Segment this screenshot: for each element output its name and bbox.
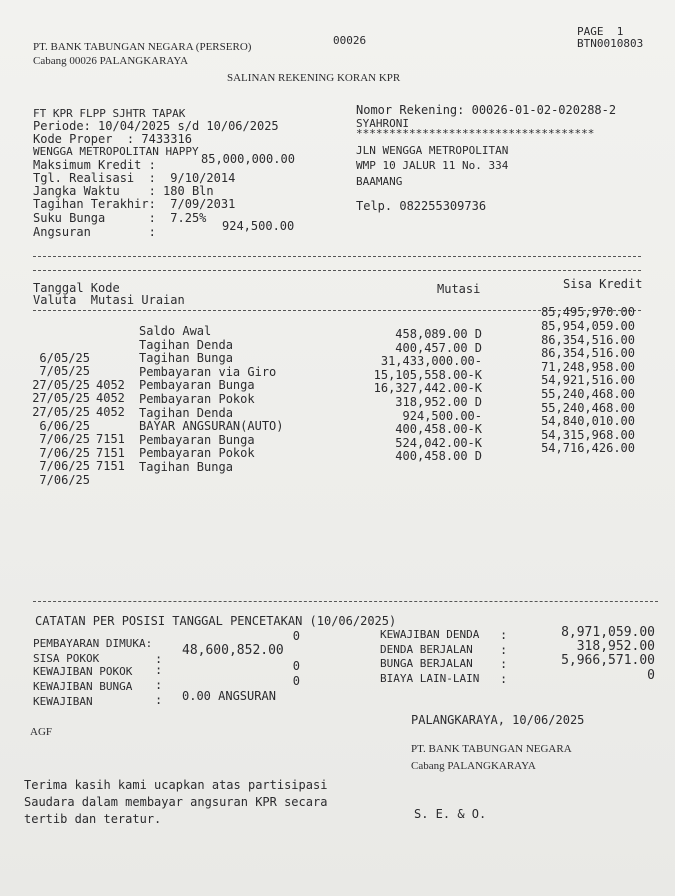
- sisa-pokok-label: SISA POKOK: [33, 652, 100, 665]
- maks-kredit-value: 85,000,000.00: [201, 152, 295, 166]
- row-tanggal: 7/06/25: [39, 459, 90, 473]
- row-tanggal: 27/05/25: [32, 391, 90, 405]
- branch-name: Cabang 00026 PALANGKARAYA: [33, 55, 189, 67]
- nomor-rekening: Nomor Rekening: 00026-01-02-020288-2: [356, 103, 617, 117]
- address-line-1: JLN WENGGA METROPOLITAN: [356, 144, 509, 157]
- page-number: PAGE 1: [577, 25, 624, 38]
- row-tanggal: 6/05/25: [39, 351, 90, 365]
- doc-code: BTN0010803: [577, 37, 644, 50]
- row-kode: 7151: [96, 432, 125, 446]
- kewajiban-pokok-value: 0: [292, 659, 300, 673]
- row-kode: 4052: [96, 405, 125, 419]
- row-mutasi: 318,952.00 D: [395, 395, 482, 409]
- row-tanggal: 27/05/25: [32, 378, 90, 392]
- row-kode: 7151: [96, 459, 125, 473]
- divider-top: [33, 256, 641, 257]
- row-tanggal: 7/06/25: [39, 473, 90, 487]
- kewajiban-label: KEWAJIBAN: [33, 695, 93, 708]
- row-sisa: 55,240,468.00: [541, 401, 635, 415]
- row-sisa: 54,921,516.00: [541, 373, 635, 387]
- kewajiban-value: 0.00 ANGSURAN: [182, 689, 276, 703]
- divider-bottom: [33, 601, 658, 602]
- footer-cabang: Cabang PALANGKARAYA: [411, 760, 536, 772]
- document-title: SALINAN REKENING KORAN KPR: [227, 72, 401, 84]
- row-mutasi: 400,458.00 D: [395, 449, 482, 463]
- col-tanggal-kode: Tanggal Kode: [33, 281, 120, 295]
- row-uraian: Pembayaran Bunga: [139, 433, 255, 447]
- denda-berjalan-label: DENDA BERJALAN: [380, 643, 473, 656]
- place-date: PALANGKARAYA, 10/06/2025: [411, 713, 585, 727]
- biaya-lain-value: 0: [647, 668, 655, 683]
- row-tanggal: 7/06/25: [39, 432, 90, 446]
- row-sisa: 71,248,958.00: [541, 360, 635, 374]
- thanks-line-1: Terima kasih kami ucapkan atas partisipasi: [24, 778, 328, 792]
- col-sisa-kredit: Sisa Kredit: [563, 277, 643, 291]
- col-mutasi: Mutasi: [437, 282, 481, 296]
- kewajiban-denda-colon: :: [500, 628, 508, 642]
- address-line-2: WMP 10 JALUR 11 No. 334: [356, 159, 509, 172]
- biaya-lain-colon: :: [500, 672, 508, 686]
- pembayaran-dimuka-label: PEMBAYARAN DIMUKA:: [33, 637, 153, 650]
- denda-berjalan-value: 318,952.00: [576, 639, 655, 654]
- thanks-line-3: tertib dan teratur.: [24, 812, 162, 826]
- bunga-berjalan-value: 5,966,571.00: [561, 653, 655, 668]
- suku-bunga: Suku Bunga : 7.25%: [33, 211, 207, 225]
- denda-berjalan-colon: :: [500, 643, 508, 657]
- seo-note: S. E. & O.: [414, 807, 487, 821]
- thanks-line-2: Saudara dalam membayar angsuran KPR secara: [24, 795, 328, 809]
- row-tanggal: 6/06/25: [39, 419, 90, 433]
- maks-kredit-label: Maksimum Kredit :: [33, 158, 156, 172]
- row-sisa: 54,840,010.00: [541, 414, 635, 428]
- kewajiban-bunga-label: KEWAJIBAN BUNGA: [33, 680, 133, 693]
- period: Periode: 10/04/2025 s/d 10/06/2025: [33, 119, 279, 133]
- telephone: Telp. 082255309736: [356, 199, 487, 213]
- kewajiban-denda-value: 8,971,059.00: [561, 625, 655, 640]
- jangka-waktu: Jangka Waktu : 180 Bln: [33, 184, 214, 198]
- row-uraian: Pembayaran Pokok: [139, 446, 255, 460]
- address-line-3: BAAMANG: [356, 175, 403, 188]
- row-mutasi: 524,042.00-K: [395, 436, 482, 450]
- row-tanggal: 7/06/25: [39, 446, 90, 460]
- row-uraian: Tagihan Denda: [139, 406, 233, 420]
- tgl-realisasi: Tgl. Realisasi : 9/10/2014: [33, 171, 236, 185]
- row-mutasi: 400,457.00 D: [395, 341, 482, 355]
- sisa-pokok-value: 48,600,852.00: [182, 643, 284, 658]
- row-mutasi: 31,433,000.00-: [380, 354, 482, 368]
- row-uraian: Saldo Awal: [139, 324, 212, 338]
- row-sisa: 85,954,059.00: [541, 319, 635, 333]
- product-name: FT KPR FLPP SJHTR TAPAK: [33, 107, 186, 120]
- row-kode: 4052: [96, 378, 125, 392]
- row-sisa: 86,354,516.00: [541, 346, 635, 360]
- pembayaran-dimuka-value: 0: [292, 629, 300, 643]
- row-sisa: 54,315,968.00: [541, 428, 635, 442]
- row-uraian: Pembayaran via Giro: [139, 365, 277, 379]
- agf-code: AGF: [30, 726, 53, 738]
- row-sisa: 54,716,426.00: [541, 441, 635, 455]
- biaya-lain-label: BIAYA LAIN-LAIN: [380, 672, 480, 685]
- opening-sisa: 85,495,970.00: [541, 305, 635, 319]
- angsuran-label: Angsuran :: [33, 225, 156, 239]
- bank-name: PT. BANK TABUNGAN NEGARA (PERSERO): [33, 41, 252, 53]
- kewajiban-pokok-colon: :: [155, 663, 163, 677]
- angsuran-value: 924,500.00: [222, 219, 295, 233]
- customer-name: SYAHRONI: [356, 117, 409, 130]
- kewajiban-denda-label: KEWAJIBAN DENDA: [380, 628, 480, 641]
- row-mutasi: 16,327,442.00-K: [373, 381, 482, 395]
- kewajiban-colon: :: [155, 693, 163, 707]
- bunga-berjalan-label: BUNGA BERJALAN: [380, 657, 473, 670]
- row-mutasi: 15,105,558.00-K: [373, 368, 482, 382]
- row-mutasi: 458,089.00 D: [395, 327, 482, 341]
- project-name: WENGGA METROPOLITAN HAPPY: [33, 145, 199, 158]
- kewajiban-bunga-value: 0: [292, 674, 300, 688]
- row-uraian: BAYAR ANGSURAN(AUTO): [139, 419, 284, 433]
- col-valuta-uraian: Valuta Mutasi Uraian: [33, 293, 185, 307]
- row-kode: 4052: [96, 391, 125, 405]
- row-tanggal: 27/05/25: [32, 405, 90, 419]
- row-tanggal: 7/05/25: [39, 364, 90, 378]
- tagihan-terakhir: Tagihan Terakhir: 7/09/2031: [33, 197, 236, 211]
- row-uraian: Tagihan Bunga: [139, 460, 233, 474]
- kewajiban-pokok-label: KEWAJIBAN POKOK: [33, 665, 133, 678]
- kode-proper: Kode Proper : 7433316: [33, 132, 192, 146]
- row-kode: 7151: [96, 446, 125, 460]
- row-mutasi: 400,458.00-K: [395, 422, 482, 436]
- row-sisa: 86,354,516.00: [541, 333, 635, 347]
- branch-code: 00026: [333, 34, 367, 47]
- kewajiban-bunga-colon: :: [155, 678, 163, 692]
- row-uraian: Tagihan Denda: [139, 338, 233, 352]
- row-uraian: Tagihan Bunga: [139, 351, 233, 365]
- divider-top-2: [33, 270, 641, 271]
- row-sisa: 55,240,468.00: [541, 387, 635, 401]
- sisa-pokok-colon: :: [155, 652, 163, 666]
- stars-separator: ************************************: [356, 127, 595, 140]
- row-mutasi: 924,500.00-: [402, 409, 482, 423]
- row-uraian: Pembayaran Pokok: [139, 392, 255, 406]
- catatan-heading: CATATAN PER POSISI TANGGAL PENCETAKAN (10/06/2025): [35, 614, 397, 628]
- footer-bank: PT. BANK TABUNGAN NEGARA: [411, 743, 572, 755]
- row-uraian: Pembayaran Bunga: [139, 378, 255, 392]
- bunga-berjalan-colon: :: [500, 657, 508, 671]
